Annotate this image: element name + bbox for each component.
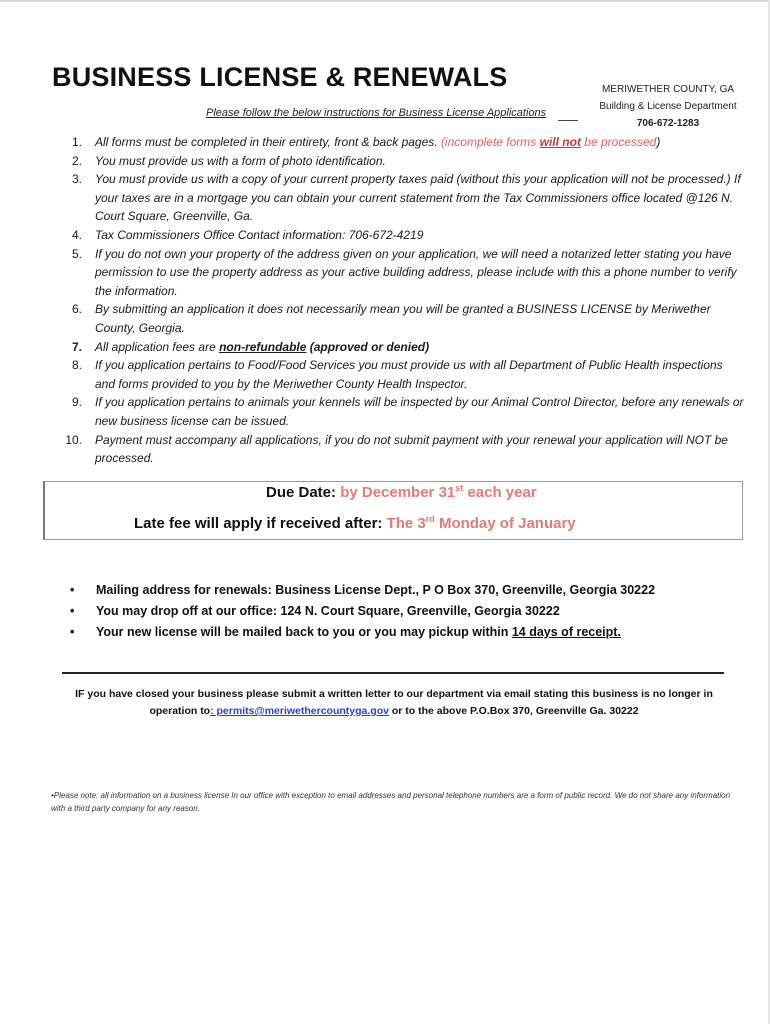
mailing-address: Mailing address for renewals: Business License Dept., P O Box 370, Greenville, Georgia 30222	[96, 583, 656, 597]
list-item	[64, 580, 744, 601]
department-name: Building & License Department	[599, 101, 737, 112]
office-address: You may drop off at our office: 124 N. Court Square, Greenville, Georgia 30222	[96, 604, 560, 618]
item-number: 6.	[71, 302, 82, 317]
due-date-value-post: each year	[463, 484, 537, 501]
list-item	[54, 152, 744, 171]
page-subtitle: Please follow the below instructions for Business License Applications	[206, 107, 547, 119]
item-number: 2.	[71, 153, 82, 168]
item-text: All application fees are	[95, 339, 220, 354]
item-text: All forms must be completed in their entirety, front & back pages.	[95, 135, 441, 149]
public-record-note: •Please note: all information on a business license In our office with exception to email addresses and personal telephone numbers are a form of public record. We do not share any information with a third party company for any reason.	[51, 791, 731, 813]
list-item	[54, 300, 744, 337]
department-phone: 706-672-1283	[636, 118, 700, 129]
top-edge	[0, 0, 770, 2]
item-number: 10.	[65, 432, 82, 447]
bullet-icon: •	[70, 583, 75, 597]
list-item	[54, 338, 744, 357]
late-fee-line	[134, 514, 576, 532]
renewal-info-list	[64, 580, 744, 643]
late-fee-value	[387, 515, 576, 532]
closed-notice-line1: IF you have closed your business please submit a written letter to our department via email stating this business is no longer in	[75, 688, 713, 700]
warning-emphasis: will not	[539, 135, 581, 149]
approved-denied-text: (approved or denied)	[306, 339, 430, 354]
late-fee-label: Late fee will apply if received after:	[134, 515, 387, 532]
non-refundable-text: non-refundable	[219, 339, 307, 354]
closed-notice-post: or to the above P.O.Box 370, Greenville Ga. 30222	[388, 705, 639, 717]
item-number: 1.	[71, 135, 82, 149]
item-number: 4.	[71, 227, 82, 242]
divider	[62, 672, 724, 674]
late-fee-sup: rd	[425, 514, 435, 524]
list-item	[54, 356, 744, 393]
bullet-icon: •	[70, 625, 75, 639]
item-number: 5.	[71, 246, 82, 261]
email-link[interactable]: : permits@meriwethercountyga.gov	[210, 705, 389, 717]
item-text: By submitting an application it does not necessarily mean you will be granted a BUSINESS LICENSE by Meriwether County, Georgia.	[95, 302, 711, 335]
item-text-end: )	[656, 135, 661, 149]
instructions-list	[54, 133, 744, 468]
item-text: If you application pertains to Food/Food Services you must provide us with all Department of Public Health inspections and forms provided to you by the Meriwether County Health Inspector.	[95, 358, 723, 391]
list-item	[54, 245, 744, 301]
county-name: MERIWETHER COUNTY, GA	[601, 84, 735, 95]
list-item	[54, 226, 744, 245]
item-text: You must provide us with a form of photo identification.	[95, 153, 386, 168]
list-item	[54, 170, 744, 226]
item-text: If you do not own your property of the address given on your application, we will need a notarized letter stating you have permission to use the property address as your active building address, please include with this a phone number to verify the information.	[95, 246, 737, 298]
closed-business-notice	[56, 686, 732, 720]
item-number: 8.	[71, 358, 82, 373]
list-item	[54, 431, 744, 468]
list-item	[64, 622, 744, 643]
item-text: If you application pertains to animals your kennels will be inspected by our Animal Control Director, before any renewals or new business license can be issued.	[95, 395, 744, 428]
list-item	[64, 601, 744, 622]
due-date-label: Due Date:	[266, 484, 341, 501]
item-text: Payment must accompany all applications, if you do not submit payment with your renewal your application will NOT be processed.	[95, 432, 728, 466]
closed-notice-pre: operation to	[149, 705, 211, 717]
page-title: BUSINESS LICENSE & RENEWALS	[52, 62, 508, 92]
item-text: You must provide us with a copy of your current property taxes paid (without this your application will not be processed.) If your taxes are in a mortgage you can obtain your current statement from the Tax Commissioners office located @126 N. Court Square, Greenville, Ga.	[95, 172, 741, 224]
due-date-value-pre: by December 31	[340, 484, 456, 501]
warning-text	[441, 135, 656, 149]
closed-notice-line2	[56, 703, 732, 720]
item-text: Tax Commissioners Office Contact information: 706-672-4219	[95, 227, 424, 242]
due-date-sup: st	[455, 483, 464, 493]
bullet-icon: •	[70, 604, 75, 618]
list-item	[54, 393, 744, 430]
due-date-line	[266, 483, 537, 501]
item-number: 7.	[71, 339, 82, 354]
warning-post: be processed	[580, 135, 657, 149]
pickup-text: Your new license will be mailed back to you or you may pickup within	[96, 625, 512, 639]
item-number: 3.	[71, 172, 82, 187]
item-number: 9.	[71, 395, 82, 410]
department-block	[588, 84, 748, 129]
warning-pre: (incomplete forms	[440, 135, 540, 149]
pickup-days: 14 days of receipt.	[511, 625, 621, 639]
subtitle-underline	[558, 120, 578, 121]
late-fee-value-pre: The 3	[386, 515, 426, 532]
due-date-value	[340, 484, 536, 501]
list-item	[54, 133, 744, 152]
late-fee-value-post: Monday of January	[434, 515, 576, 532]
